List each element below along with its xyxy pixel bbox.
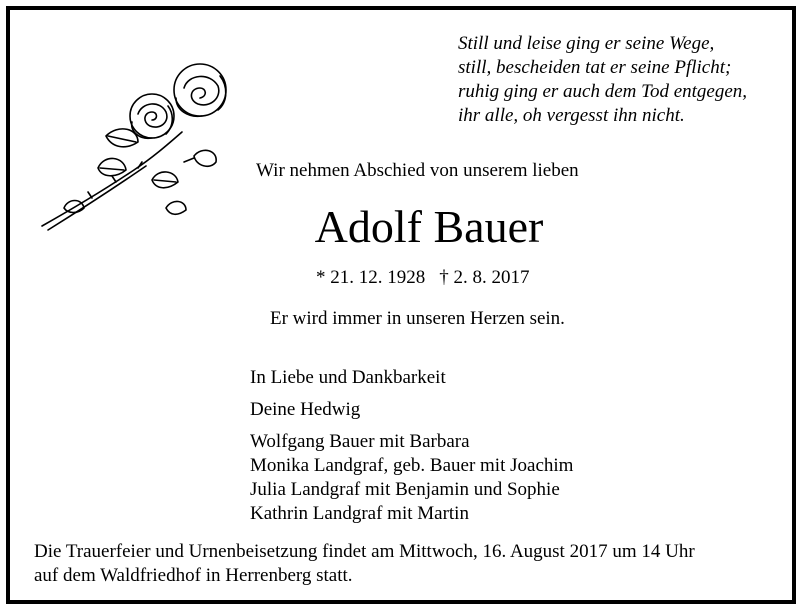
poem-line: ruhig ging er auch dem Tod entgegen, xyxy=(458,81,748,102)
family-member: Monika Landgraf, geb. Bauer mit Joachim xyxy=(250,455,574,476)
dedication-line: In Liebe und Dankbarkeit xyxy=(250,367,446,388)
obituary-frame xyxy=(6,6,796,604)
spouse-line: Deine Hedwig xyxy=(250,399,361,420)
funeral-line: auf dem Waldfriedhof in Herrenberg statt. xyxy=(34,565,353,586)
family-member: Wolfgang Bauer mit Barbara xyxy=(250,431,470,452)
family-list xyxy=(250,430,573,526)
tagline: Er wird immer in unseren Herzen sein. xyxy=(270,308,565,329)
family-member: Kathrin Landgraf mit Martin xyxy=(250,503,469,524)
poem xyxy=(458,32,788,128)
poem-line: still, bescheiden tat er seine Pflicht; xyxy=(458,57,732,78)
intro-text: Wir nehmen Abschied von unserem lieben xyxy=(256,160,579,181)
funeral-line: Die Trauerfeier und Urnenbeisetzung findet am Mittwoch, 16. August 2017 um 14 Uhr xyxy=(34,541,695,562)
family-member: Julia Landgraf mit Benjamin und Sophie xyxy=(250,479,560,500)
mourners xyxy=(250,366,573,526)
funeral-notice xyxy=(34,540,695,588)
birth-date: * 21. 12. 1928 xyxy=(316,267,426,288)
poem-line: ihr alle, oh vergesst ihn nicht. xyxy=(458,105,685,126)
poem-line: Still und leise ging er seine Wege, xyxy=(458,33,715,54)
deceased-name: Adolf Bauer xyxy=(314,201,544,252)
life-dates xyxy=(316,267,530,289)
death-date: † 2. 8. 2017 xyxy=(439,267,530,288)
